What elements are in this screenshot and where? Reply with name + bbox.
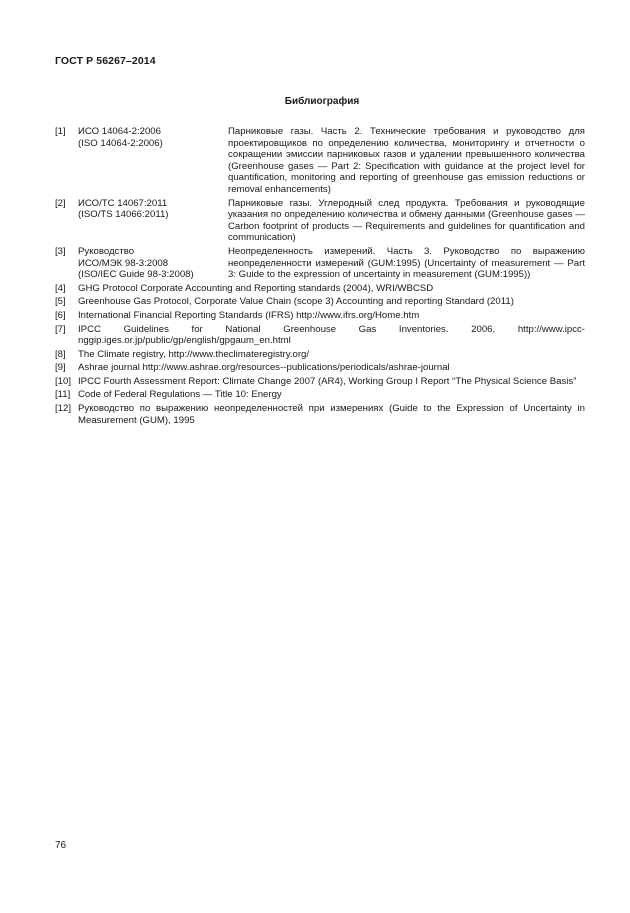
standard-line: (ISO 14064-2:2006) — [78, 137, 163, 149]
document-code: ГОСТ Р 56267–2014 — [55, 55, 156, 67]
entry-number: [8] — [55, 348, 66, 360]
entry-text: IPCC Fourth Assessment Report: Climate Change 2007 (AR4), Working Group I Report “The Physical Science Basis” — [78, 375, 577, 387]
bib-entry-9 — [55, 362, 585, 374]
entry-text: Ashrae journal http://www.ashrae.org/resources--publications/periodicals/ashrae-journal — [78, 362, 450, 374]
bib-entry-11 — [55, 389, 585, 401]
entry-text: Неопределенность измерений. Часть 3. Руководство по выражению неопределенности измерений (GUM:1995) (Uncertainty of measurement — Part 3: Guide to the expression of uncertainty in measurement (GUM:1995)) — [228, 245, 585, 281]
entry-text: Парниковые газы. Часть 2. Технические требования и руководство для проектировщиков по определению количества, мониторингу и отчетности о сокращении эмиссии парниковых газов и удалении превышенного количества (Greenhouse gases — Part 2: Specification with guidance at the project level for quantification, monitoring and reporting of greenhouse gas emission reductions or removal enhancements) — [228, 126, 585, 195]
entry-number: [5] — [55, 296, 66, 308]
bib-entry-5 — [55, 296, 585, 308]
bib-entry-4 — [55, 283, 585, 295]
bibliography-list — [55, 126, 585, 428]
entry-text: Greenhouse Gas Protocol, Corporate Value Chain (scope 3) Accounting and reporting Standard (2011) — [78, 296, 514, 308]
standard-line: Руководство — [78, 245, 135, 257]
entry-text: Code of Federal Regulations — Title 10: Energy — [78, 389, 282, 401]
standard-line: ИСО 14064-2:2006 — [78, 126, 161, 137]
entry-standard — [78, 198, 228, 244]
entry-number: [6] — [55, 309, 66, 321]
entry-standard — [78, 126, 228, 196]
entry-text: GHG Protocol Corporate Accounting and Reporting standards (2004), WRI/WBCSD — [78, 282, 434, 294]
bib-entry-3 — [55, 246, 585, 281]
entry-number: [11] — [55, 389, 71, 401]
entry-text: Парниковые газы. Углеродный след продукта. Требования и руководящие указания по определению количества и обмену данными (Greenhouse gases — Carbon footprint of products — Requirements and guidelines for quantification and communication) — [228, 197, 585, 244]
bib-entry-10 — [55, 376, 585, 388]
entry-number: [7] — [55, 323, 66, 335]
entry-standard — [78, 246, 228, 281]
entry-number: [4] — [55, 282, 66, 294]
entry-number: [2] — [55, 197, 66, 209]
entry-number: [3] — [55, 245, 66, 257]
entry-number: [12] — [55, 403, 72, 415]
standard-line: (ISO/TS 14066:2011) — [78, 209, 169, 221]
standard-line: ИСО/ТС 14067:2011 — [78, 197, 168, 209]
bib-entry-7 — [55, 324, 585, 347]
bib-entry-8 — [55, 349, 585, 361]
entry-text: Руководство по выражению неопределенностей при измерениях (Guide to the Expression of Uncertainty in Measurement (GUM), 1995 — [78, 403, 585, 426]
bib-entry-2 — [55, 198, 585, 244]
entry-text: IPCC Guidelines for National Greenhouse Gas Inventories. 2006, http://www.ipcc-nggip.iges.or.jp/public/gp/english/gpgaum_en.html — [78, 323, 585, 347]
standard-line: ИСО/МЭК 98-3:2008 — [78, 257, 169, 269]
entry-number: [9] — [55, 362, 66, 374]
entry-number: [1] — [55, 126, 66, 137]
bib-entry-1 — [55, 126, 585, 196]
bibliography-title: Библиография — [284, 96, 360, 107]
entry-text: The Climate registry, http://www.theclimateregistry.org/ — [78, 348, 310, 360]
page-number: 76 — [55, 840, 67, 851]
bib-entry-12 — [55, 403, 585, 426]
entry-number: [10] — [55, 375, 72, 387]
bib-entry-6 — [55, 310, 585, 322]
entry-text: International Financial Reporting Standards (IFRS) http://www.ifrs.org/Home.htm — [78, 309, 420, 321]
standard-line: (ISO/IEC Guide 98-3:2008) — [78, 269, 194, 281]
